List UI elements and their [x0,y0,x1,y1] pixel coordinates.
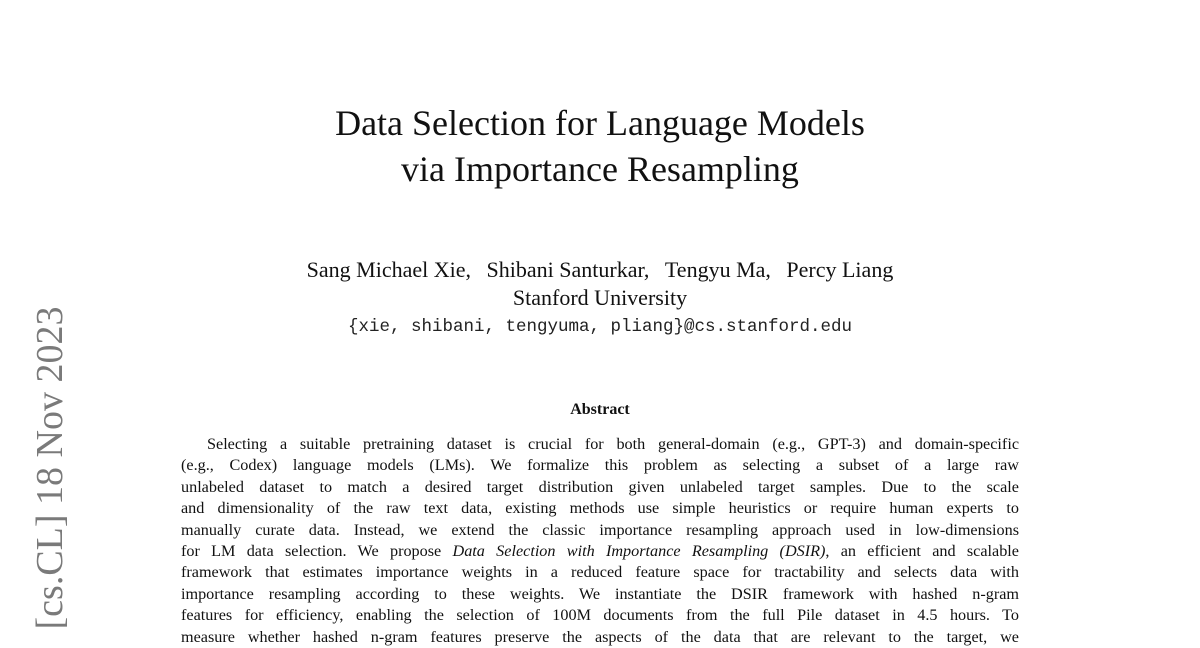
author-name: Sang Michael Xie, [306,257,472,282]
author-list [181,256,1019,284]
abstract-line: measure whether hashed n-gram features preserve the aspects of the data that are relevant to the target, we [181,627,1019,646]
author-name: Tengyu Ma, [664,257,771,282]
abstract-text: , an efficient and scalable [825,541,1019,560]
abstract-line: importance resampling according to these weights. We instantiate the DSIR framework with hashed n-gram [181,584,1019,603]
method-name-emphasis: Data Selection with Importance Resampling (DSIR) [452,541,826,560]
abstract-line [181,541,1019,562]
abstract-heading: Abstract [570,401,630,418]
abstract-line: Selecting a suitable pretraining dataset is crucial for both general-domain (e.g., GPT-3) and domain-specific [207,435,1019,453]
affiliation: Stanford University [512,285,688,310]
abstract-line: and dimensionality of the raw text data, existing methods use simple heuristics or require human experts to [181,499,1019,518]
abstract-line: features for efficiency, enabling the selection of 100M documents from the full Pile dataset in 4.5 hours. To [181,606,1019,625]
abstract-body [181,434,1019,648]
title-line-2: via Importance Resampling [401,149,799,189]
title-line-1: Data Selection for Language Models [335,103,865,143]
abstract-line: manually curate data. Instead, we extend the classic importance resampling approach used in low-dimensions [181,520,1019,539]
author-name: Shibani Santurkar, [486,257,650,282]
abstract-line: framework that estimates importance weights in a reduced feature space for tractability and selects data with [181,563,1019,582]
paper-title [181,100,1019,192]
arxiv-side-stamp: [cs.CL] 18 Nov 2023 [29,306,71,630]
abstract-line: (e.g., Codex) language models (LMs). We formalize this problem as selecting a subset of a large raw [181,456,1019,475]
abstract-line: unlabeled dataset to match a desired target distribution given unlabeled target samples. Due to the scale [181,477,1019,496]
abstract-text: for LM data selection. We propose [181,541,453,560]
author-emails: {xie, shibani, tengyuma, pliang}@cs.stanford.edu [347,317,853,337]
author-name: Percy Liang [786,257,894,282]
